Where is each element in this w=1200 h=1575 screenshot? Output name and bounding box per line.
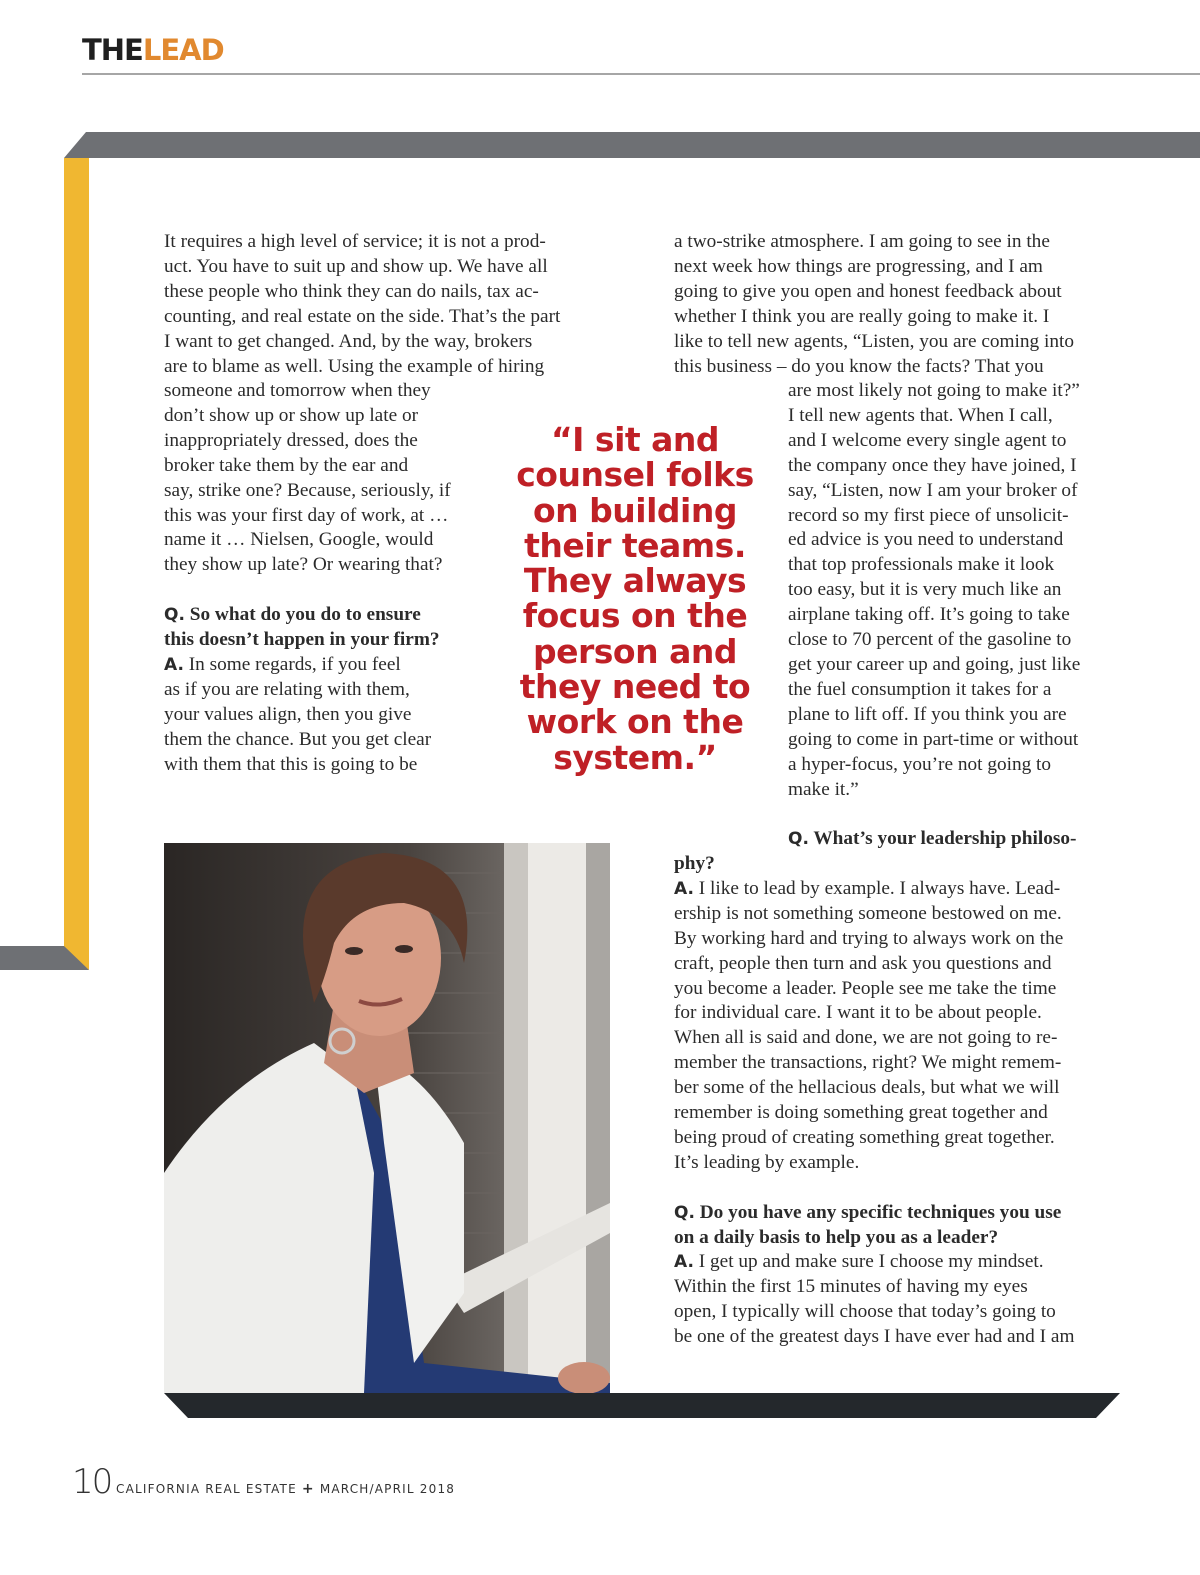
text-line: ed advice is you need to understand [788, 529, 1064, 551]
question-1-cont: this doesn’t happen in your firm? [164, 629, 440, 651]
text-line: name it … Nielsen, Google, would [164, 529, 434, 551]
text-line: this was your first day of work, at … [164, 504, 449, 526]
text-line: Within the first 15 minutes of having my eyes [674, 1276, 1028, 1298]
text-line: I want to get changed. And, by the way, brokers [164, 330, 533, 352]
q-marker: Q. [164, 605, 185, 626]
a-marker: A. [674, 1252, 694, 1273]
text-line: craft, people then turn and ask you questions and [674, 952, 1052, 974]
text-line: get your career up and going, just like [788, 653, 1081, 675]
text-line: like to tell new agents, “Listen, you are coming into [674, 330, 1074, 352]
text-line: that top professionals make it look [788, 554, 1055, 576]
issue-date: MARCH/APRIL 2018 [319, 1482, 456, 1496]
text-line: them the chance. But you get clear [164, 728, 432, 750]
text-line: these people who think they can do nails, tax ac- [164, 280, 539, 302]
answer-1: A. In some regards, if you feel [164, 653, 401, 675]
text-line: your values align, then you give [164, 703, 412, 725]
text-line: record so my first piece of unsolicit- [788, 504, 1069, 526]
column-2-bottom [674, 852, 1144, 1350]
text-line: By working hard and trying to always work on the [674, 927, 1064, 949]
question-3: Q. Do you have any specific techniques you use [674, 1201, 1062, 1223]
pull-quote-line: counsel folks [516, 455, 754, 495]
pull-quote-line: work on the [526, 702, 744, 742]
column-1-top [164, 230, 624, 379]
text-line: When all is said and done, we are not going to re- [674, 1027, 1058, 1049]
text-line: a two-strike atmosphere. I am going to see in the [674, 231, 1050, 252]
text-line: next week how things are progressing, and I am [674, 255, 1043, 277]
text-line: a hyper-focus, you’re not going to [788, 753, 1052, 775]
text-line: It’s leading by example. [674, 1151, 860, 1173]
a-marker: A. [674, 878, 694, 899]
header-rule [82, 73, 1200, 75]
pull-quote [512, 422, 758, 775]
portrait-photo-illustration [164, 843, 610, 1393]
publication-name: CALIFORNIA REAL ESTATE [116, 1482, 297, 1496]
text-line: It requires a high level of service; it is not a prod- [164, 231, 546, 252]
answer-3: A. I get up and make sure I choose my mindset. [674, 1251, 1044, 1273]
text-line: are to blame as well. Using the example of hiring [164, 355, 545, 377]
text-line: be one of the greatest days I have ever had and I am [674, 1326, 1075, 1348]
text-line: this business – do you know the facts? That you [674, 355, 1044, 377]
text-line: plane to lift off. If you think you are [788, 703, 1067, 725]
text-line: as if you are relating with them, [164, 678, 410, 700]
answer-2: A. I like to lead by example. I always have. Lead- [674, 877, 1061, 899]
text-line: airplane taking off. It’s going to take [788, 604, 1070, 626]
page-number: 10 [72, 1462, 112, 1502]
pull-quote-line: They always [523, 561, 747, 601]
pull-quote-line: they need to [519, 667, 751, 707]
text-line: close to 70 percent of the gasoline to [788, 629, 1072, 651]
text-line: being proud of creating something great together. [674, 1126, 1055, 1148]
text-line: too easy, but it is very much like an [788, 579, 1062, 601]
text-line: broker take them by the ear and [164, 454, 409, 476]
text-line: counting, and real estate on the side. That’s the part [164, 305, 561, 327]
text-line: the fuel consumption it takes for a [788, 678, 1052, 700]
text-line: ber some of the hellacious deals, but what we will [674, 1077, 1060, 1099]
left-yellow-bar [64, 158, 89, 970]
question-1: Q. So what do you do to ensure [164, 604, 421, 626]
text-line: say, strike one? Because, seriously, if [164, 479, 451, 501]
column-2-narrow [788, 379, 1148, 852]
question-2-cont: phy? [674, 853, 715, 874]
pull-quote-line: their teams. [524, 525, 746, 565]
q-marker: Q. [788, 829, 809, 850]
text-line: uct. You have to suit up and show up. We have all [164, 255, 548, 277]
text-line: make it.” [788, 778, 859, 800]
text-line: someone and tomorrow when they [164, 380, 431, 401]
text-line: the company once they have joined, I [788, 454, 1077, 476]
section-header-the: THE [82, 33, 143, 67]
footer-publication-line [116, 1480, 455, 1498]
text-line: and I welcome every single agent to [788, 429, 1067, 451]
q-marker: Q. [674, 1202, 695, 1223]
section-header-lead: LEAD [142, 33, 224, 67]
text-line: I tell new agents that. When I call, [788, 404, 1053, 426]
footer-separator: + [301, 1481, 315, 1497]
text-line: you become a leader. People see me take the time [674, 977, 1057, 999]
bottom-dark-bar [164, 1393, 1120, 1418]
pull-quote-line: person and [533, 631, 737, 671]
text-line: remember is doing something great together and [674, 1102, 1048, 1124]
text-line: for individual care. I want it to be about people. [674, 1002, 1042, 1024]
question-3-cont: on a daily basis to help you as a leader? [674, 1226, 999, 1248]
text-line: with them that this is going to be [164, 753, 418, 775]
text-line: don’t show up or show up late or [164, 404, 419, 426]
text-line: open, I typically will choose that today’s going to [674, 1301, 1056, 1323]
portrait-photo [164, 843, 610, 1393]
column-1-narrow [164, 379, 494, 777]
section-header [82, 30, 224, 70]
text-line: they show up late? Or wearing that? [164, 554, 443, 576]
column-2-top [674, 230, 1144, 379]
pull-quote-line: “I sit and [550, 420, 720, 459]
a-marker: A. [164, 654, 184, 675]
top-gray-bar [64, 132, 1200, 158]
pull-quote-line: focus on the [522, 596, 748, 636]
text-line: ership is not something someone bestowed on me. [674, 902, 1062, 924]
text-line: are most likely not going to make it?” [788, 380, 1080, 401]
text-line: say, “Listen, now I am your broker of [788, 479, 1078, 501]
text-line: member the transactions, right? We might remem- [674, 1052, 1062, 1074]
question-2: Q. What’s your leadership philoso- [788, 828, 1077, 850]
pull-quote-line: on building [533, 490, 737, 530]
pull-quote-line: system.” [553, 737, 717, 777]
text-line: inappropriately dressed, does the [164, 429, 418, 451]
text-line: going to give you open and honest feedback about [674, 280, 1062, 302]
text-line: whether I think you are really going to make it. I [674, 305, 1050, 327]
text-line: going to come in part-time or without [788, 728, 1079, 750]
